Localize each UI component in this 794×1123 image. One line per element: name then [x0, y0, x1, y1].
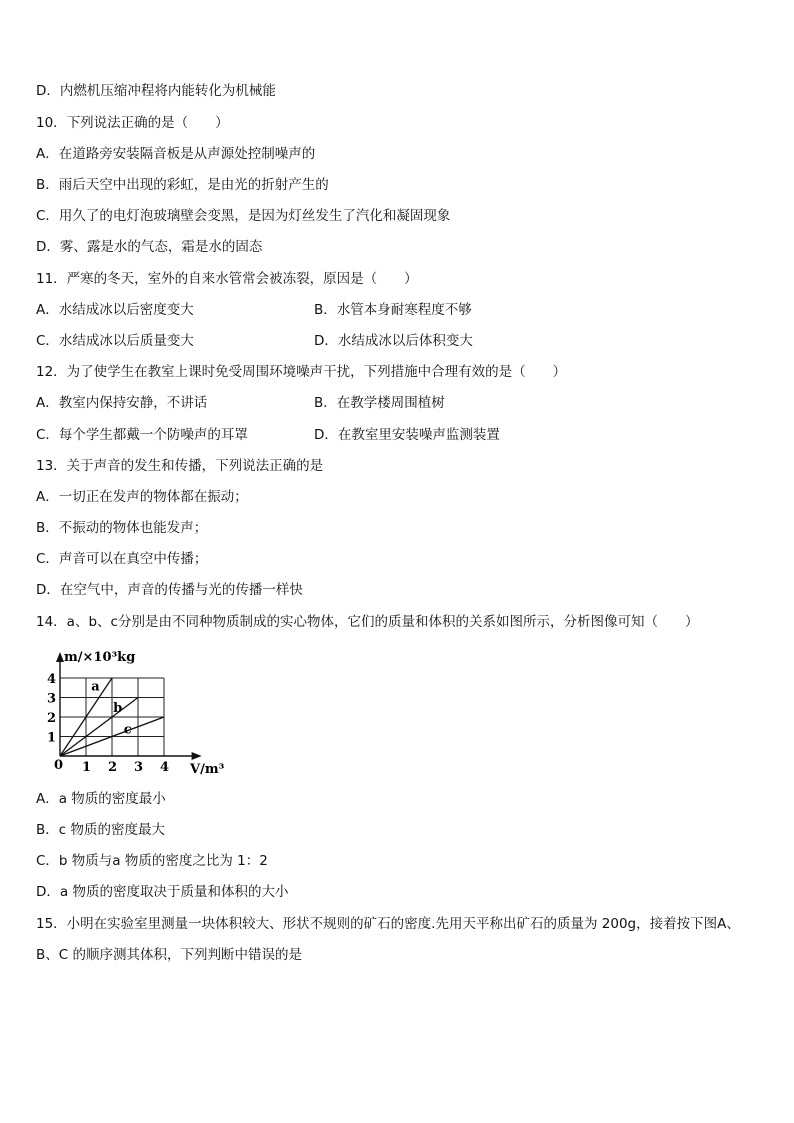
- q11-option-b: B．水管本身耐寒程度不够: [314, 302, 472, 318]
- q14-option-b: B．c 物质的密度最大: [36, 822, 165, 838]
- q12-option-d: D．在教室里安装噪声监测装置: [314, 427, 500, 443]
- q12-option-a: A．教室内保持安静，不讲话: [36, 395, 208, 411]
- q15-stem-line1: 15．小明在实验室里测量一块体积较大、形状不规则的矿石的密度.先用天平称出矿石的质量为 200g，接着按下图A、: [36, 916, 740, 932]
- x-tick-label: 2: [108, 760, 118, 775]
- q13-option-b: B．不振动的物体也能发声；: [36, 520, 208, 536]
- q12-stem: 12．为了使学生在教室上课时免受周围环境噪声干扰，下列措施中合理有效的是（ ）: [36, 364, 567, 380]
- q13-option-c: C．声音可以在真空中传播；: [36, 551, 208, 567]
- q10-stem: 10．下列说法正确的是（ ）: [36, 115, 229, 131]
- y-tick-label: 1: [47, 730, 57, 746]
- q11-option-c: C．水结成冰以后质量变大: [36, 333, 194, 349]
- mass-volume-chart: [40, 648, 240, 778]
- q11-stem: 11．严寒的冬天，室外的自来水管常会被冻裂，原因是（ ）: [36, 271, 418, 287]
- x-axis-arrow: [192, 752, 202, 760]
- series-label-b: b: [113, 701, 123, 717]
- q14-option-c: C．b 物质与a 物质的密度之比为 1：2: [36, 853, 268, 869]
- q10-option-a: A．在道路旁安装隔音板是从声源处控制噪声的: [36, 146, 316, 162]
- series-label-c: c: [123, 722, 132, 738]
- x-tick-label: 1: [82, 760, 92, 775]
- q11-option-d: D．水结成冰以后体积变大: [314, 333, 473, 349]
- q11-option-a: A．水结成冰以后密度变大: [36, 302, 194, 318]
- y-tick-label: 2: [47, 711, 57, 726]
- q13-option-a: A．一切正在发声的物体都在振动；: [36, 489, 248, 505]
- q15-stem-line2: B、C 的顺序测其体积，下列判断中错误的是: [36, 947, 302, 963]
- d9: D．内燃机压缩冲程将内能转化为机械能: [36, 83, 276, 99]
- q10-option-d: D．雾、露是水的气态，霜是水的固态: [36, 239, 263, 255]
- y-tick-label: 3: [47, 691, 57, 707]
- q14-stem: 14．a、b、c分别是由不同种物质制成的实心物体，它们的质量和体积的关系如图所示，分析图像可知（ ）: [36, 614, 699, 630]
- q13-option-d: D．在空气中，声音的传播与光的传播一样快: [36, 582, 303, 598]
- q14-option-d: D．a 物质的密度取决于质量和体积的大小: [36, 884, 289, 900]
- series-label-a: a: [91, 679, 100, 695]
- q10-option-c: C．用久了的电灯泡玻璃壁会变黑，是因为灯丝发生了汽化和凝固现象: [36, 208, 451, 224]
- x-tick-label: 4: [160, 760, 170, 775]
- x-tick-label: 3: [134, 760, 144, 775]
- y-tick-label: 4: [47, 672, 57, 687]
- y-axis-label: m/×10³kg: [64, 650, 136, 665]
- x-axis-label: V/m³: [190, 762, 225, 777]
- q12-option-b: B．在教学楼周围植树: [314, 395, 445, 411]
- origin-label: 0: [54, 758, 64, 773]
- y-axis-arrow: [56, 652, 64, 662]
- q13-stem: 13．关于声音的发生和传播，下列说法正确的是: [36, 458, 324, 474]
- q14-option-a: A．a 物质的密度最小: [36, 791, 166, 807]
- q12-option-c: C．每个学生都戴一个防噪声的耳罩: [36, 427, 248, 443]
- q10-option-b: B．雨后天空中出现的彩虹，是由光的折射产生的: [36, 177, 329, 193]
